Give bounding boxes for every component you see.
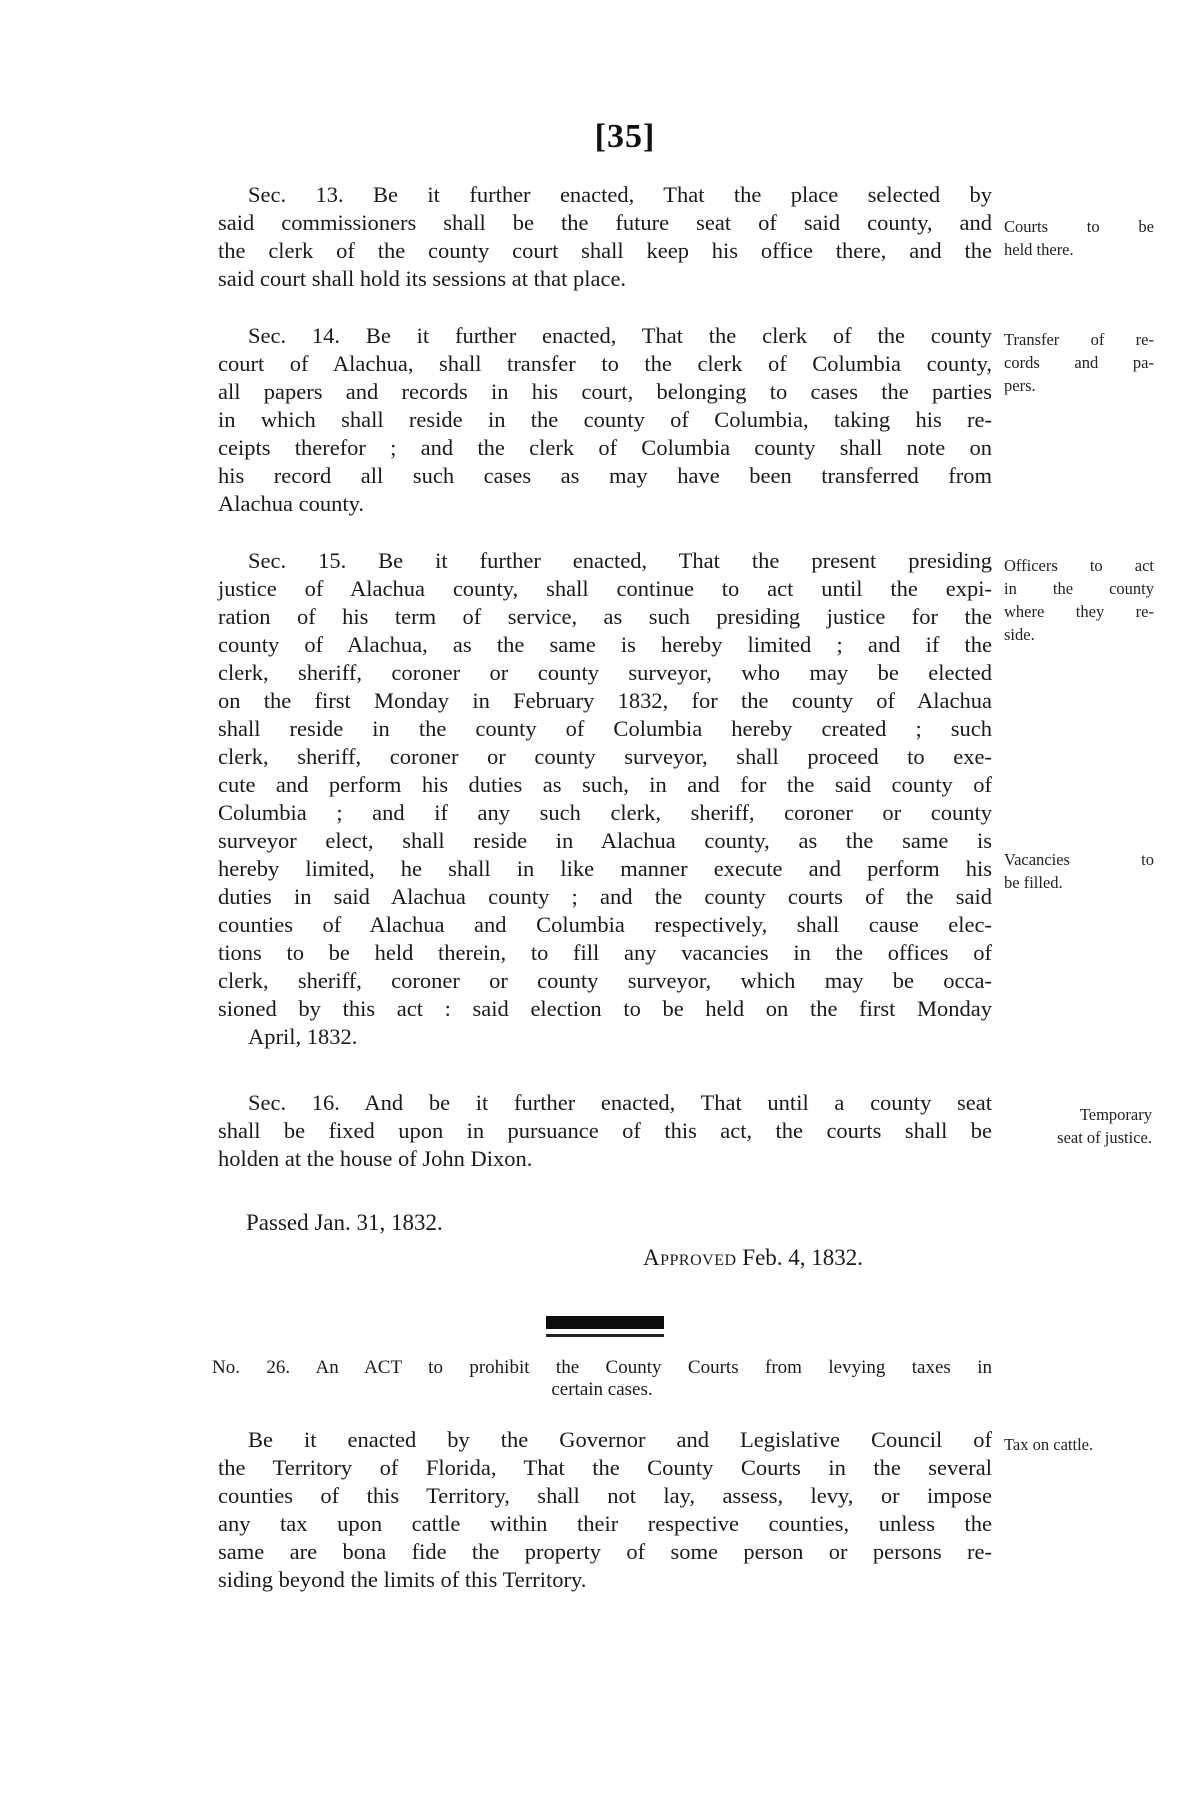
text-line: Sec. 13. Be it further enacted, That the place selected by: [248, 182, 992, 207]
act-heading-line: certain cases.: [551, 1379, 653, 1400]
text-line: ration of his term of service, as such presiding justice for the: [218, 604, 992, 629]
section-16: [218, 1089, 992, 1173]
text-line: ceipts therefor ; and the clerk of Columbia county shall note on: [218, 435, 992, 460]
act-26-body: [218, 1426, 992, 1594]
text-line: clerk, sheriff, coroner or county surveyor, who may be elected: [218, 660, 992, 685]
act-heading-line: No. 26. An ACT to prohibit the County Courts from levying taxes in: [212, 1357, 992, 1378]
text-line: county of Alachua, as the same is hereby limited ; and if the: [218, 632, 992, 657]
text-line: justice of Alachua county, shall continue to act until the expi-: [218, 576, 992, 601]
text-line: Sec. 15. Be it further enacted, That the present presiding: [248, 548, 992, 573]
note-line: in the county: [1004, 579, 1154, 598]
note-line: Transfer of re-: [1004, 330, 1154, 349]
text-line: shall reside in the county of Columbia hereby created ; such: [218, 716, 992, 741]
note-line: pers.: [1004, 376, 1036, 395]
passed-date: Passed Jan. 31, 1832.: [246, 1210, 443, 1235]
text-line: the clerk of the county court shall keep his office there, and the: [218, 238, 992, 263]
text-line: duties in said Alachua county ; and the county courts of the said: [218, 884, 992, 909]
text-line: surveyor elect, shall reside in Alachua county, as the same is: [218, 828, 992, 853]
margin-note-sec13: [1004, 215, 1154, 261]
text-line: Columbia ; and if any such clerk, sheriff, coroner or county: [218, 800, 992, 825]
note-line: Officers to act: [1004, 556, 1154, 575]
text-line: his record all such cases as may have been transferred from: [218, 463, 992, 488]
margin-note-sec15-vacancies: [1004, 848, 1154, 894]
act-26-heading: [212, 1357, 992, 1401]
note-line: be filled.: [1004, 873, 1063, 892]
approved-date-value: Feb. 4, 1832.: [742, 1245, 864, 1270]
text-line: tions to be held therein, to fill any vacancies in the offices of: [218, 940, 992, 965]
section-15: [218, 547, 992, 1051]
text-line: hereby limited, he shall in like manner execute and perform his: [218, 856, 992, 881]
text-line: all papers and records in his court, belonging to cases the parties: [218, 379, 992, 404]
text-line: shall be fixed upon in pursuance of this act, the courts shall be: [218, 1118, 992, 1143]
approved-date: [643, 1244, 863, 1272]
section-13: [218, 181, 992, 293]
text-line: court of Alachua, shall transfer to the clerk of Columbia county,: [218, 351, 992, 376]
text-line: Be it enacted by the Governor and Legislative Council of: [248, 1427, 992, 1452]
text-line: sioned by this act : said election to be held on the first Monday: [218, 996, 992, 1021]
text-line: clerk, sheriff, coroner or county surveyor, shall proceed to exe-: [218, 744, 992, 769]
text-line: Alachua county.: [218, 491, 364, 516]
text-line: siding beyond the limits of this Territory.: [218, 1567, 587, 1592]
section-14: [218, 322, 992, 518]
text-line: holden at the house of John Dixon.: [218, 1146, 533, 1171]
text-line: counties of this Territory, shall not lay, assess, levy, or impose: [218, 1483, 992, 1508]
note-line: where they re-: [1004, 602, 1154, 621]
page-number: [35]: [594, 118, 656, 155]
margin-note-sec15-officers: [1004, 554, 1154, 646]
margin-note-sec16: [1004, 1103, 1152, 1149]
text-line: on the first Monday in February 1832, for the county of Alachua: [218, 688, 992, 713]
text-line: in which shall reside in the county of Columbia, taking his re-: [218, 407, 992, 432]
note-line: Temporary: [1079, 1105, 1152, 1124]
approved-label: Approved: [643, 1245, 737, 1270]
note-line: held there.: [1004, 240, 1074, 259]
text-line: any tax upon cattle within their respective counties, unless the: [218, 1511, 992, 1536]
text-line: the Territory of Florida, That the County Courts in the several: [218, 1455, 992, 1480]
rule-thick: [546, 1316, 664, 1329]
rule-thin: [546, 1334, 664, 1337]
text-line: Sec. 14. Be it further enacted, That the clerk of the county: [248, 323, 992, 348]
note-line: Vacancies to: [1004, 850, 1154, 869]
text-line: said court shall hold its sessions at that place.: [218, 266, 627, 291]
text-line: April, 1832.: [248, 1024, 358, 1049]
note-line: Courts to be: [1004, 217, 1154, 236]
text-line: cute and perform his duties as such, in and for the said county of: [218, 772, 992, 797]
note-line: side.: [1004, 625, 1035, 644]
note-line: Tax on cattle.: [1004, 1435, 1094, 1454]
section-divider-rule: [546, 1316, 664, 1337]
text-line: same are bona fide the property of some person or persons re-: [218, 1539, 992, 1564]
text-line: Sec. 16. And be it further enacted, That until a county seat: [248, 1090, 992, 1115]
note-line: cords and pa-: [1004, 353, 1154, 372]
text-line: clerk, sheriff, coroner or county surveyor, which may be occa-: [218, 968, 992, 993]
text-line: said commissioners shall be the future seat of said county, and: [218, 210, 992, 235]
note-line: seat of justice.: [1057, 1128, 1152, 1147]
margin-note-act26: [1004, 1433, 1154, 1456]
margin-note-sec14: [1004, 328, 1154, 397]
text-line: counties of Alachua and Columbia respectively, shall cause elec-: [218, 912, 992, 937]
